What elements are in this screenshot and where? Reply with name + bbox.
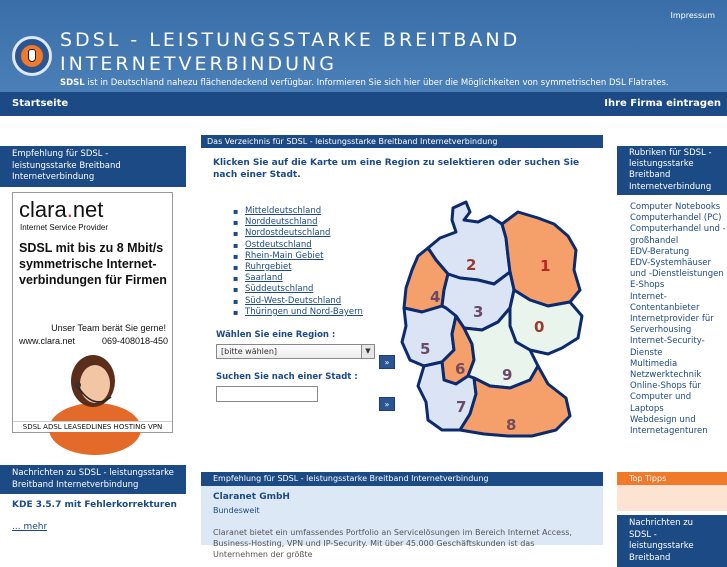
company-location: Bundesweit (213, 506, 260, 515)
site-subtitle (60, 78, 669, 88)
region-list (233, 206, 363, 318)
category-link-computer-notebooks[interactable]: Computer Notebooks (630, 202, 721, 212)
category-list (630, 202, 727, 437)
ad-footer-services: SDSL ADSL LEASEDLINES HOSTING VPN (13, 421, 172, 432)
region-link-norddeutschland[interactable]: Norddeutschland (245, 217, 318, 228)
city-go-button[interactable]: » (379, 397, 395, 411)
ad-pitch: SDSL mit bis zu 8 Mbit/s symmetrische Internet-verbindungen für Firmen (19, 241, 167, 287)
category-link-serverhousing[interactable]: Internetprovider für Serverhousing (630, 314, 714, 336)
top-tips-panel (617, 485, 727, 511)
ad-brand-name: clara (19, 197, 67, 222)
map-label-0: 0 (534, 318, 545, 336)
nav-add-company-link[interactable]: Ihre Firma eintragen (604, 98, 721, 109)
category-link-edv-systemhaeuser[interactable]: EDV-Systemhäuser und -Dienstleistungen (630, 258, 724, 280)
category-link-edv-beratung[interactable]: EDV-Beratung (630, 246, 690, 257)
news-item-title[interactable]: KDE 3.5.7 mit Fehlerkorrekturen (12, 500, 177, 510)
city-search-input[interactable] (216, 386, 318, 402)
region-link-ostdeutschland[interactable]: Ostdeutschland (245, 239, 312, 250)
right-categories-header: Rubriken für SDSL - leistungsstarke Breitband Internetverbindung (617, 146, 727, 195)
site-title: SDSL - LEISTUNGSSTARKE BREITBAND INTERNETVERBINDUNG (60, 29, 521, 75)
germany-region-map[interactable] (398, 198, 603, 443)
ad-brand-dot: . (66, 197, 73, 222)
category-link-contentanbieter[interactable]: Internet-Contentanbieter (630, 291, 700, 313)
city-search-label: Suchen Sie nach einer Stadt : (216, 372, 358, 382)
right-categories-box (617, 146, 727, 195)
site-header (0, 0, 727, 92)
region-select-label: Wählen Sie eine Region : (216, 330, 336, 340)
ad-website: www.clara.net (19, 336, 76, 346)
map-label-5: 5 (420, 340, 431, 358)
category-link-online-shops[interactable]: Online-Shops für Computer und Laptops (630, 381, 701, 414)
subtitle-text: ist in Deutschland nahezu flächendeckend verfügbar. Informieren Sie sich hier über die Möglichkeiten von symmetrischen DSL Flatrates. (84, 78, 669, 88)
ad-brand-logo (19, 197, 103, 223)
region-link-saarland[interactable]: Saarland (245, 273, 283, 284)
list-item (233, 307, 363, 318)
center-recommendation-header: Empfehlung für SDSL - leistungsstarke Breitband Internetverbindung (201, 472, 603, 486)
ad-phone: 069-408018-450 (101, 336, 168, 346)
list-item (233, 217, 363, 228)
list-item (233, 240, 363, 251)
map-label-4: 4 (430, 288, 441, 306)
list-item (233, 262, 363, 273)
ad-contact-line (19, 336, 168, 346)
ad-headset-woman-photo-icon (33, 351, 153, 421)
left-news-header: Nachrichten zu SDSL - leistungsstarke Breitband Internetverbindung (0, 465, 186, 494)
right-news-box (617, 515, 727, 567)
left-news-box (0, 465, 186, 494)
map-label-7: 7 (456, 398, 467, 416)
category-link-computerhandel-pc[interactable]: Computerhandel (PC) (630, 213, 722, 224)
category-link-e-shops[interactable]: E-Shops (630, 280, 665, 291)
region-select-value: [bitte wählen] (221, 347, 278, 356)
category-link-netzwerktechnik[interactable]: Netzwerktechnik (630, 370, 702, 381)
main-nav (0, 92, 727, 116)
claranet-advertisement[interactable] (12, 192, 173, 433)
region-link-rhein-main[interactable]: Rhein-Main Gebiet (245, 250, 324, 261)
left-recommendation-box (0, 146, 186, 187)
company-description: Claranet bietet ein umfassendes Portfolio an Servicelösungen im Bereich Internet Access, Business-Hosting, VPN und IP-Security. Mit über 45.000 Geschäftskunden ist das Unternehmen der größte (213, 528, 572, 559)
region-link-sued-west[interactable]: Süd-West-Deutschland (245, 295, 342, 306)
region-go-button[interactable]: » (379, 355, 395, 369)
list-item (233, 251, 363, 262)
map-label-9: 9 (502, 366, 513, 384)
list-item (233, 206, 363, 217)
news-more-link[interactable]: ... mehr (12, 522, 48, 532)
left-recommendation-title: Empfehlung für SDSL - leistungsstarke Breitband Internetverbindung (0, 146, 186, 187)
ad-team-text: Unser Team berät Sie gerne! (51, 323, 166, 333)
list-item (233, 273, 363, 284)
subtitle-bold: SDSL (60, 78, 85, 88)
region-link-thueringen[interactable]: Thüringen und Nord-Bayern (245, 306, 363, 317)
company-recommendation-panel (201, 486, 603, 559)
category-link-webdesign[interactable]: Webdesign und Internetagenturen (630, 414, 708, 437)
hand-pointer-icon (28, 49, 36, 62)
map-label-2: 2 (466, 256, 477, 274)
list-item (233, 228, 363, 239)
impressum-link[interactable]: Impressum (670, 11, 715, 20)
region-link-sueddeutschland[interactable]: Süddeutschland (245, 284, 314, 295)
region-link-ruhrgebiet[interactable]: Ruhrgebiet (245, 262, 292, 273)
company-name-link[interactable]: Claranet GmbH (213, 492, 290, 502)
region-link-nordostdeutschland[interactable]: Nordostdeutschland (245, 228, 331, 239)
map-label-6: 6 (455, 360, 466, 378)
map-label-3: 3 (473, 303, 484, 321)
category-link-internet-security[interactable]: Internet-Security-Dienste (630, 336, 705, 358)
ad-brand-tld: net (72, 197, 104, 222)
cursor-hand-logo-icon[interactable] (12, 36, 52, 76)
right-news-header: Nachrichten zu SDSL - leistungsstarke Breitband (617, 515, 727, 567)
region-select[interactable] (216, 344, 375, 359)
list-item (233, 284, 363, 295)
directory-header: Das Verzeichnis für SDSL - leistungsstarke Breitband Internetverbindung (201, 135, 603, 148)
directory-intro: Klicken Sie auf die Karte um eine Region zu selektieren oder suchen Sie nach einer Stadt. (213, 158, 580, 180)
nav-home-link[interactable]: Startseite (12, 98, 69, 109)
region-link-mitteldeutschland[interactable]: Mitteldeutschland (245, 206, 322, 216)
ad-isp-tagline: Internet Service Provider (20, 223, 109, 232)
map-label-1: 1 (540, 257, 551, 275)
top-tips-header: Top Tipps (617, 472, 727, 485)
category-link-computerhandel-grosshandel[interactable]: Computerhandel und -großhandel (630, 224, 726, 246)
list-item (233, 296, 363, 307)
map-label-8: 8 (506, 416, 517, 434)
category-link-multimedia[interactable]: Multimedia (630, 358, 678, 369)
chevron-down-icon[interactable]: ▼ (361, 345, 374, 358)
